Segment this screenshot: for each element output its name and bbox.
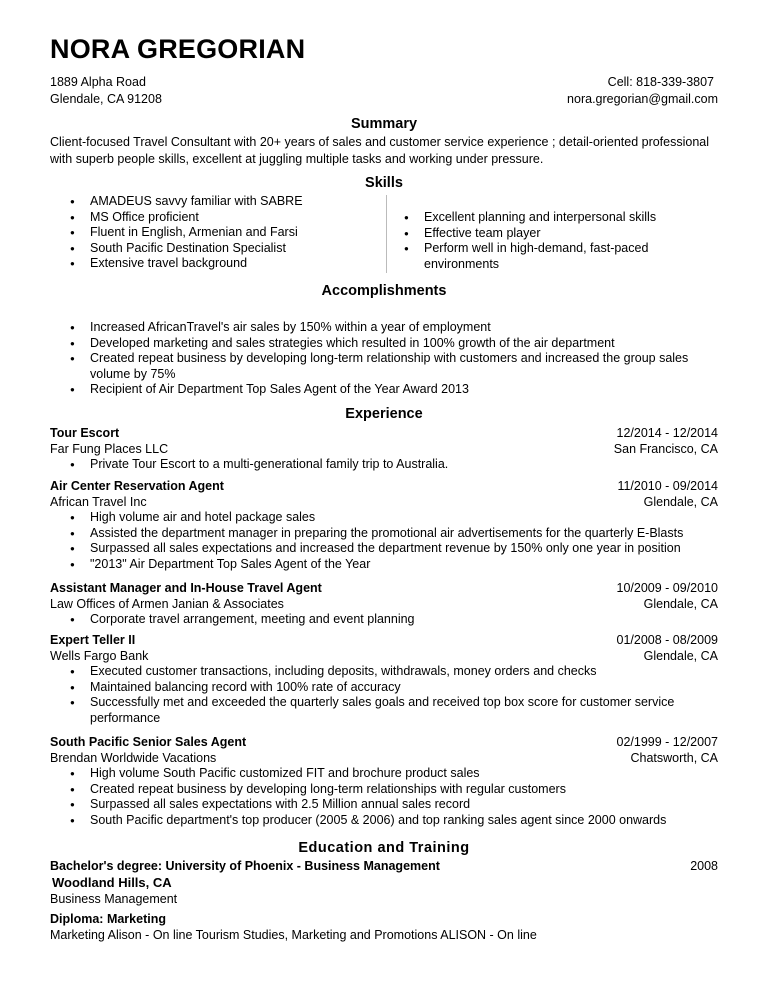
job-bullets bbox=[50, 510, 718, 572]
job-location: Chatsworth, CA bbox=[630, 750, 718, 765]
diploma: Diploma: Marketing bbox=[50, 911, 166, 926]
list-item: ● Perform well in high-demand, fast-paced bbox=[384, 241, 724, 257]
job-title: Expert Teller II bbox=[50, 633, 136, 647]
list-item: ● South Pacific Destination Specialist bbox=[50, 241, 390, 257]
diploma-detail: Marketing Alison - On line Tourism Studies, Marketing and Promotions ALISON - On line bbox=[50, 928, 537, 942]
list-item: ● MS Office proficient bbox=[50, 210, 390, 226]
job-dates: 12/2014 - 12/2014 bbox=[616, 426, 718, 440]
job-bullets bbox=[50, 664, 718, 726]
job-bullets bbox=[50, 457, 718, 473]
contact-block bbox=[567, 74, 718, 108]
list-item: ● Corporate travel arrangement, meeting and event planning bbox=[50, 612, 718, 628]
list-item: ● Increased AfricanTravel's air sales by 150% within a year of employment bbox=[50, 320, 730, 336]
list-item: ● AMADEUS savvy familiar with SABRE bbox=[50, 194, 390, 210]
list-item: ● Effective team player bbox=[384, 226, 724, 242]
list-item: ● Extensive travel background bbox=[50, 256, 390, 272]
address-block bbox=[50, 74, 162, 108]
job-company: Brendan Worldwide Vacations bbox=[50, 750, 217, 765]
list-item: ● High volume air and hotel package sales bbox=[50, 510, 718, 526]
education-heading: Education and Training bbox=[298, 840, 470, 856]
job-location: Glendale, CA bbox=[643, 596, 718, 611]
job-company: African Travel Inc bbox=[50, 494, 147, 509]
summary-line: with superb people skills, excellent at juggling multiple tasks and working under pressure. bbox=[50, 151, 544, 166]
job-entry bbox=[50, 426, 718, 473]
candidate-name: NORA GREGORIAN bbox=[50, 34, 306, 64]
job-title: Air Center Reservation Agent bbox=[50, 479, 224, 493]
degree-location: Woodland Hills, CA bbox=[52, 874, 172, 890]
list-item: ● High volume South Pacific customized FIT and brochure product sales bbox=[50, 766, 718, 782]
job-title: South Pacific Senior Sales Agent bbox=[50, 735, 247, 749]
list-item: ● Successfully met and exceeded the quarterly sales goals and received top box score for customer service bbox=[50, 695, 718, 711]
skills-list-right bbox=[384, 210, 724, 272]
list-item: ● Maintained balancing record with 100% rate of accuracy bbox=[50, 680, 718, 696]
list-item: ● Excellent planning and interpersonal skills bbox=[384, 210, 724, 226]
job-dates: 10/2009 - 09/2010 bbox=[616, 581, 718, 595]
job-company: Law Offices of Armen Janian & Associates bbox=[50, 596, 284, 611]
summary-line: Client-focused Travel Consultant with 20+ years of sales and customer service experience ; detail-oriented professional bbox=[50, 135, 710, 149]
list-item-continuation: volume by 75% bbox=[90, 366, 176, 381]
list-item: ● Assisted the department manager in preparing the promotional air advertisements for the quarterly E-Blasts bbox=[50, 526, 718, 542]
job-dates: 11/2010 - 09/2014 bbox=[617, 479, 718, 493]
job-location: San Francisco, CA bbox=[613, 441, 718, 456]
job-bullets bbox=[50, 766, 718, 828]
job-entry bbox=[50, 633, 718, 726]
job-company: Wells Fargo Bank bbox=[50, 648, 149, 663]
job-title: Tour Escort bbox=[50, 426, 120, 440]
skills-heading: Skills bbox=[365, 175, 403, 191]
list-item: ● Executed customer transactions, including deposits, withdrawals, money orders and checks bbox=[50, 664, 718, 680]
job-entry bbox=[50, 735, 718, 828]
list-item: ● Recipient of Air Department Top Sales Agent of the Year Award 2013 bbox=[50, 382, 730, 398]
list-item-continuation: performance bbox=[90, 710, 161, 725]
address-line-2: Glendale, CA 91208 bbox=[50, 92, 162, 106]
job-dates: 01/2008 - 08/2009 bbox=[616, 633, 718, 647]
job-title: Assistant Manager and In-House Travel Agent bbox=[50, 581, 322, 595]
job-location: Glendale, CA bbox=[643, 494, 718, 509]
summary-heading: Summary bbox=[350, 116, 418, 132]
list-item: ● Fluent in English, Armenian and Farsi bbox=[50, 225, 390, 241]
skills-list-left bbox=[50, 194, 390, 272]
list-item: ● Surpassed all sales expectations and increased the department revenue by 150% only one year in position bbox=[50, 541, 718, 557]
degree: Bachelor's degree: University of Phoenix - Business Management bbox=[50, 859, 440, 873]
degree-field: Business Management bbox=[50, 892, 178, 906]
list-item: ● Private Tour Escort to a multi-generational family trip to Australia. bbox=[50, 457, 718, 473]
job-location: Glendale, CA bbox=[643, 648, 718, 663]
list-item: ● Created repeat business by developing long-term relationships with regular customers bbox=[50, 782, 718, 798]
experience-heading: Experience bbox=[345, 406, 423, 422]
list-item: ● "2013" Air Department Top Sales Agent of the Year bbox=[50, 557, 718, 573]
email-address: nora.gregorian@gmail.com bbox=[567, 92, 718, 106]
job-entry bbox=[50, 479, 718, 572]
job-bullets bbox=[50, 612, 718, 628]
list-item: ● Developed marketing and sales strategies which resulted in 100% growth of the air department bbox=[50, 336, 730, 352]
job-dates: 02/1999 - 12/2007 bbox=[616, 735, 718, 749]
cell-phone: Cell: 818-339-3807 bbox=[607, 75, 714, 89]
education-block bbox=[50, 858, 718, 944]
summary-text bbox=[50, 134, 730, 167]
list-item: ● Surpassed all sales expectations with 2.5 Million annual sales record bbox=[50, 797, 718, 813]
degree-year: 2008 bbox=[690, 859, 718, 873]
list-item-continuation: environments bbox=[424, 256, 500, 271]
list-item: ● South Pacific department's top producer (2005 & 2006) and top ranking sales agent since 2000 onwards bbox=[50, 813, 718, 829]
list-item: ● Created repeat business by developing long-term relationship with customers and increased the group sales bbox=[50, 351, 730, 367]
job-company: Far Fung Places LLC bbox=[50, 441, 169, 456]
address-line-1: 1889 Alpha Road bbox=[50, 75, 146, 89]
accomplishments-heading: Accomplishments bbox=[321, 283, 447, 299]
accomplishments-list bbox=[50, 320, 730, 398]
job-entry bbox=[50, 581, 718, 628]
